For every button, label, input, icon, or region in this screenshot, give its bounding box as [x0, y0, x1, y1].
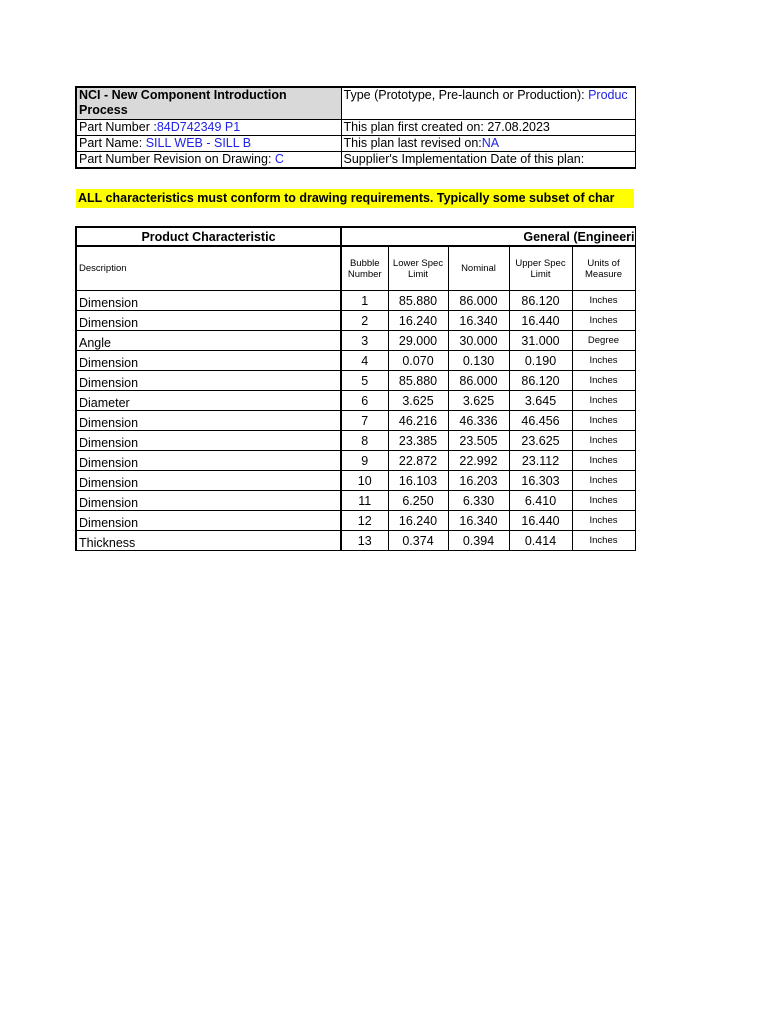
- cell-upper-spec-limit: 0.414: [509, 531, 572, 551]
- revised-cell: [341, 136, 635, 152]
- cell-lower-spec-limit: 29.000: [388, 331, 448, 351]
- cell-lower-spec-limit: 23.385: [388, 431, 448, 451]
- cell-bubble-number: 12: [341, 511, 388, 531]
- revision-label: Part Number Revision on Drawing:: [79, 152, 275, 166]
- cell-lower-spec-limit: 16.103: [388, 471, 448, 491]
- cell-lower-spec-limit: 0.070: [388, 351, 448, 371]
- cell-lower-spec-limit: 3.625: [388, 391, 448, 411]
- cell-bubble-number: 9: [341, 451, 388, 471]
- cell-description: Thickness: [76, 531, 341, 551]
- created-date: This plan first created on: 27.08.2023: [341, 120, 635, 136]
- table-row: [76, 531, 635, 551]
- cell-bubble-number: 5: [341, 371, 388, 391]
- revised-label: This plan last revised on:: [343, 136, 482, 150]
- cell-bubble-number: 13: [341, 531, 388, 551]
- cell-description: Dimension: [76, 411, 341, 431]
- cell-lower-spec-limit: 22.872: [388, 451, 448, 471]
- cell-upper-spec-limit: 46.456: [509, 411, 572, 431]
- table-row: [76, 351, 635, 371]
- cell-bubble-number: 1: [341, 291, 388, 311]
- general-engineering-header: General (Engineeri: [341, 227, 635, 246]
- cell-description: Diameter: [76, 391, 341, 411]
- table-row: [76, 291, 635, 311]
- cell-upper-spec-limit: 3.645: [509, 391, 572, 411]
- part-name-label: Part Name:: [79, 136, 146, 150]
- table-row: [76, 331, 635, 351]
- implementation-date: Supplier's Implementation Date of this plan:: [341, 152, 635, 169]
- conformance-banner: ALL characteristics must conform to drawing requirements. Typically some subset of char: [76, 189, 634, 208]
- cell-upper-spec-limit: 86.120: [509, 371, 572, 391]
- cell-description: Dimension: [76, 291, 341, 311]
- cell-units: Inches: [572, 391, 635, 411]
- cell-upper-spec-limit: 31.000: [509, 331, 572, 351]
- cell-nominal: 86.000: [448, 291, 509, 311]
- cell-bubble-number: 6: [341, 391, 388, 411]
- revised-value: NA: [481, 136, 500, 150]
- col-nominal: Nominal: [448, 246, 509, 291]
- cell-bubble-number: 4: [341, 351, 388, 371]
- cell-lower-spec-limit: 16.240: [388, 311, 448, 331]
- cell-nominal: 86.000: [448, 371, 509, 391]
- type-cell: [341, 87, 635, 120]
- cell-nominal: 16.340: [448, 311, 509, 331]
- cell-nominal: 16.203: [448, 471, 509, 491]
- cell-bubble-number: 7: [341, 411, 388, 431]
- table-row: [76, 431, 635, 451]
- column-header-row: [76, 246, 635, 291]
- document-title: NCI - New Component Introduction Process: [76, 87, 341, 120]
- cell-units: Inches: [572, 511, 635, 531]
- cell-description: Dimension: [76, 431, 341, 451]
- cell-bubble-number: 8: [341, 431, 388, 451]
- part-name-cell: [76, 136, 341, 152]
- table-row: [76, 311, 635, 331]
- cell-upper-spec-limit: 0.190: [509, 351, 572, 371]
- cell-nominal: 46.336: [448, 411, 509, 431]
- cell-description: Dimension: [76, 351, 341, 371]
- cell-units: Degree: [572, 331, 635, 351]
- cell-upper-spec-limit: 16.303: [509, 471, 572, 491]
- cell-description: Angle: [76, 331, 341, 351]
- cell-nominal: 6.330: [448, 491, 509, 511]
- cell-description: Dimension: [76, 451, 341, 471]
- cell-lower-spec-limit: 16.240: [388, 511, 448, 531]
- cell-bubble-number: 11: [341, 491, 388, 511]
- type-value: Produc: [588, 88, 628, 102]
- col-lower-spec-limit: Lower Spec Limit: [388, 246, 448, 291]
- cell-upper-spec-limit: 16.440: [509, 511, 572, 531]
- plan-header-table: [75, 86, 636, 169]
- cell-bubble-number: 2: [341, 311, 388, 331]
- cell-units: Inches: [572, 291, 635, 311]
- col-bubble-number: Bubble Number: [341, 246, 388, 291]
- col-description: Description: [76, 246, 341, 291]
- table-row: [76, 491, 635, 511]
- cell-units: Inches: [572, 471, 635, 491]
- cell-description: Dimension: [76, 491, 341, 511]
- type-label: Type (Prototype, Pre-launch or Production):: [343, 88, 589, 102]
- cell-units: Inches: [572, 371, 635, 391]
- part-name-value: SILL WEB - SILL B: [145, 136, 252, 150]
- table-row: [76, 511, 635, 531]
- table-row: [76, 471, 635, 491]
- cell-nominal: 0.130: [448, 351, 509, 371]
- part-number-label: Part Number :: [79, 120, 157, 134]
- cell-lower-spec-limit: 0.374: [388, 531, 448, 551]
- cell-lower-spec-limit: 46.216: [388, 411, 448, 431]
- cell-units: Inches: [572, 491, 635, 511]
- cell-upper-spec-limit: 86.120: [509, 291, 572, 311]
- cell-bubble-number: 3: [341, 331, 388, 351]
- cell-nominal: 3.625: [448, 391, 509, 411]
- cell-upper-spec-limit: 6.410: [509, 491, 572, 511]
- revision-value: C: [274, 152, 284, 166]
- cell-units: Inches: [572, 411, 635, 431]
- table-row: [76, 371, 635, 391]
- cell-description: Dimension: [76, 471, 341, 491]
- cell-nominal: 22.992: [448, 451, 509, 471]
- cell-description: Dimension: [76, 311, 341, 331]
- table-row: [76, 411, 635, 431]
- cell-units: Inches: [572, 431, 635, 451]
- characteristics-table: [75, 226, 636, 551]
- cell-nominal: 0.394: [448, 531, 509, 551]
- part-number-value: 84D742349 P1: [156, 120, 241, 134]
- cell-description: Dimension: [76, 511, 341, 531]
- cell-upper-spec-limit: 23.625: [509, 431, 572, 451]
- cell-units: Inches: [572, 311, 635, 331]
- part-number-cell: [76, 120, 341, 136]
- cell-lower-spec-limit: 6.250: [388, 491, 448, 511]
- cell-units: Inches: [572, 531, 635, 551]
- cell-description: Dimension: [76, 371, 341, 391]
- cell-upper-spec-limit: 23.112: [509, 451, 572, 471]
- col-units-of-measure: Units of Measure: [572, 246, 635, 291]
- table-row: [76, 391, 635, 411]
- cell-upper-spec-limit: 16.440: [509, 311, 572, 331]
- cell-nominal: 30.000: [448, 331, 509, 351]
- product-characteristic-header: Product Characteristic: [76, 227, 341, 246]
- cell-nominal: 23.505: [448, 431, 509, 451]
- revision-cell: [76, 152, 341, 169]
- cell-lower-spec-limit: 85.880: [388, 371, 448, 391]
- table-row: [76, 451, 635, 471]
- cell-bubble-number: 10: [341, 471, 388, 491]
- col-upper-spec-limit: Upper Spec Limit: [509, 246, 572, 291]
- cell-nominal: 16.340: [448, 511, 509, 531]
- cell-units: Inches: [572, 451, 635, 471]
- cell-units: Inches: [572, 351, 635, 371]
- cell-lower-spec-limit: 85.880: [388, 291, 448, 311]
